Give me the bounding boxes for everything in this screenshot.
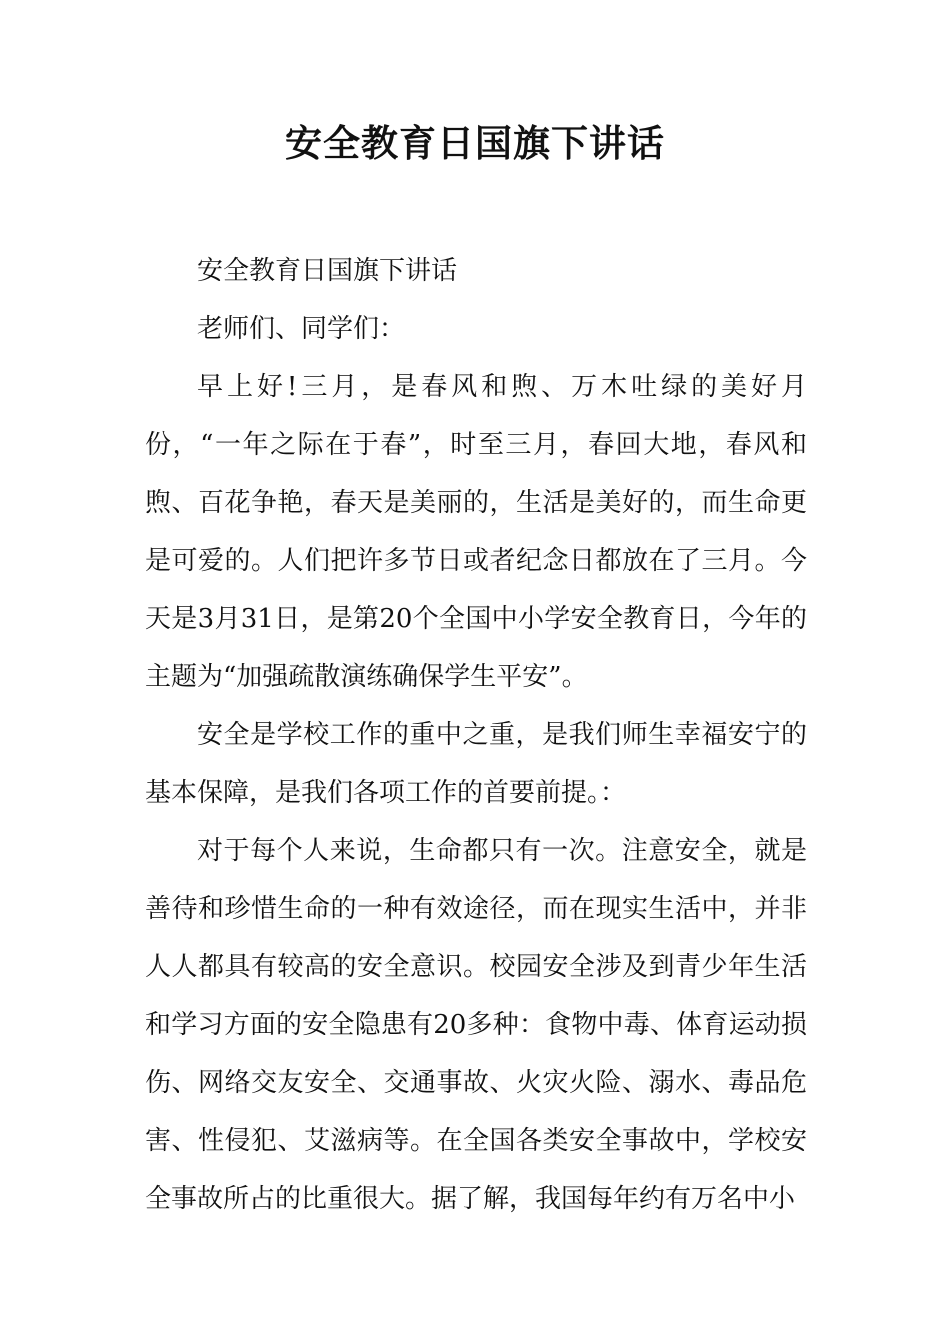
paragraph-greeting: 早上好!三月，是春风和煦、万木吐绿的美好月份，“一年之际在于春”，时至三月，春回大地，春风和煦、百花争艳，春天是美丽的，生活是美好的，而生命更是可爱的。人们把许多节日或者纪念日都放在了三月。今天是3月31日，是第20个全国中小学安全教育日，今年的主题为“加强疏散演练确保学生平安”。 [145, 372, 807, 692]
paragraph-safety-priority: 安全是学校工作的重中之重，是我们师生幸福安宁的基本保障，是我们各项工作的首要前提。： [145, 720, 807, 808]
document-title: 安全教育日国旗下讲话 [285, 122, 665, 165]
document-body [145, 242, 807, 1228]
paragraph-subtitle: 安全教育日国旗下讲话 [197, 256, 458, 286]
paragraph-safety-statistics: 对于每个人来说，生命都只有一次。注意安全，就是善待和珍惜生命的一种有效途径，而在现实生活中，并非人人都具有较高的安全意识。校园安全涉及到青少年生活和学习方面的安全隐患有20多种：食物中毒、体育运动损伤、网络交友安全、交通事故、火灾火险、溺水、毒品危害、性侵犯、艾滋病等。在全国各类安全事故中，学校安全事故所占的比重很大。据了解，我国每年约有万名中小 [145, 836, 807, 1214]
paragraph-salutation: 老师们、同学们： [197, 314, 406, 344]
